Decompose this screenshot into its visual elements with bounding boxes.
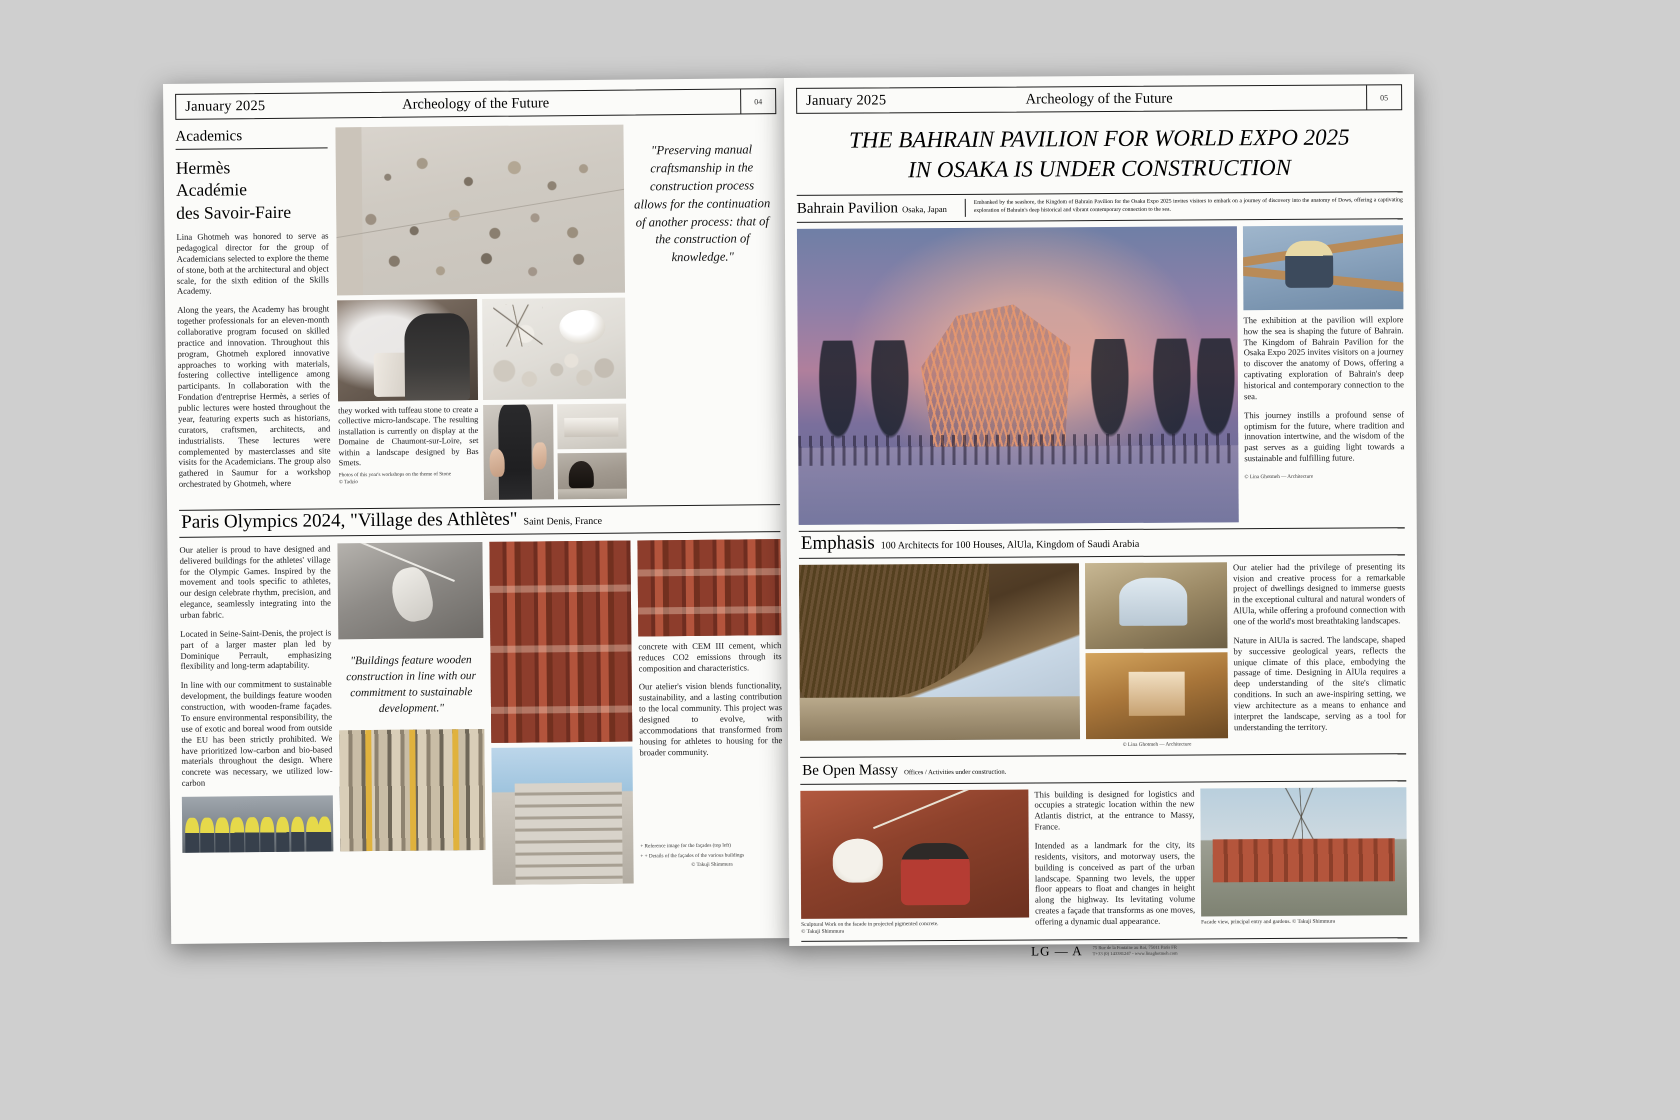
olympics-paragraph-1: Our atelier is proud to have designed and delivered buildings for the athletes' village for the Olympic Games. Inspired by the movement and tools specific to athletes, our design celebrate rhythm, precision, and elegance, seamlessly integrating into the urban fabric. [179,543,331,620]
massy-caption-left: Sculptural Work on the facade in projected pigmented concrete. © Takuji Shimmura [801,920,939,935]
folio-number: 05 [1366,85,1401,109]
massy-head-sub: Offices / Activities under construction. [904,768,1007,776]
masthead-title: Archeology of the Future [1025,90,1173,108]
photo-facade-red-top [637,539,781,636]
olympics-text-column [179,543,333,887]
olympics-paragraph-4: concrete with CEM III cement, which reduces CO2 emissions through its composition and characteristics. [638,639,782,674]
main-headline-line-2: IN OSAKA IS UNDER CONSTRUCTION [908,154,1292,183]
photo-alula-warm-interior [1086,652,1229,739]
olympics-paragraph-2: Located in Seine-Saint-Denis, the project is part of a larger master plan led by Dominique Perrault, emphasizing flexibility and long-term adaptability. [180,627,332,672]
photo-construction-team [182,795,333,852]
page-left [163,78,796,944]
bahrain-credit: © Lina Ghotmeh — Architecture [1244,473,1314,481]
olympics-middle-column [337,542,485,886]
emphasis-section-head [799,527,1405,559]
bahrain-paragraph-1: The exhibition at the pavilion will explore how the sea is shaping the future of Bahrain. The Kingdom of Bahrain Pavilion for the Osaka Expo 2025 invites visitors on a journey to discover the anatomy of Dows, offering a captivating exploration of Bahrain's deep historical and contemporary connection to the sea. [1243,314,1404,401]
main-headline-line-1: THE BAHRAIN PAVILION FOR WORLD EXPO 2025 [849,124,1350,153]
studio-address: 75 Rue de la Fontaine au Roi, 75011 Paris FR T+33 (0) 143381247 - www.linaghotmeh.com [1092,944,1178,957]
academics-text-column [175,127,331,502]
masthead-date: January 2025 [185,97,266,115]
photo-stone-cutting [337,299,478,401]
bahrain-head-title: Bahrain Pavilion [796,200,899,217]
photo-bahrain-pavilion-render [797,226,1239,525]
photo-massy-facade-garden [1200,787,1407,916]
emphasis-head-title: Emphasis [800,532,875,554]
emphasis-paragraph-1: Our atelier had the privilege of presenting its vision and creative process for a remarkable project of dwellings designed to immerse guests in the exceptional cultural and natural wonders of AlUla, while offering a profound connection with one of the world's most breathtaking landscapes. [1232,560,1406,627]
masthead-title: Archeology of the Future [402,94,550,113]
photo-building-tower [491,746,633,884]
emphasis-paragraph-2: Nature in AlUla is sacred. The landscape, shaped by successive geological years, reflects the unique climate of this place, embodying the passage of time. Designing in AlUla requires a deep understanding of the site's climatic conditions. In such an awe-inspiring setting, we view architecture as a means to enhance and interpret the landscape, serving as a tool for understanding the territory. [1233,634,1406,732]
masthead-right [796,84,1402,114]
academics-paragraph-1: Lina Ghotmeh was honored to serve as pedagogical director for the group of Academicians selected to explore the theme of stone, both at the architectural and object scale, for the sixth edition of the Skills Academy. [176,230,329,297]
olympics-head-title: Paris Olympics 2024, "Village des Athlètes" [181,508,518,533]
massy-section-head [800,753,1406,785]
bahrain-standfirst: Embanked by the seashore, the Kingdom of Bahrain Pavilion for the Osaka Expo 2025 invites visitors to embark on a journey of discovery into the anatomy of Dows, offering a captivating exploration of Bahrain's deep historical and vibrant contemporary connection to the sea. [973,197,1403,214]
photo-facade-detail-yellow [339,729,485,851]
academics-title: Hermès Académie des Savoir-Faire [175,157,292,223]
photo-workshop-table [482,298,626,400]
photo-massy-facade-work [800,789,1029,918]
studio-logo: LG — A [1031,943,1083,959]
article-olympics [179,539,783,888]
article-massy [800,787,1407,936]
page-footer [801,937,1407,961]
olympics-footnote-1: + Reference image for the façades (top left) [640,843,731,850]
massy-paragraph-2: Intended as a landmark for the city, its residents, visitors, and motorway users, the building is conceived as part of the urban landscape. Spanning two levels, the upper floor appears to float and changes in height along the highway. Its levitating volume creates a façade that transforms as one moves, offering a dynamic dual appearance. [1034,839,1196,927]
article-emphasis [799,561,1406,751]
masthead-left [175,88,776,120]
main-headline [796,122,1402,185]
academics-pullquote-column [631,123,775,498]
photo-stone-collection [335,125,625,296]
academics-kicker: Academics [175,127,327,149]
page-right [784,74,1419,959]
olympics-facade-column [489,540,633,884]
olympics-right-column [637,539,783,883]
olympics-section-head [179,504,780,538]
article-academics [175,123,780,503]
photo-alula-aperture [1085,562,1228,649]
academics-paragraph-continue: they worked with tuffeau stone to create a collective micro-landscape. The resulting installation is currently on display at the Domaine de Chaumont-sur-Loire, set within a landscape designed by Bas Smets. [338,404,479,468]
emphasis-head-sub: 100 Architects for 100 Houses, AlUla, Kingdom of Saudi Arabia [880,538,1140,552]
olympics-footnote-2: + + Details of the façades of the various buildings [640,851,745,859]
masthead-date: January 2025 [806,91,887,109]
olympics-head-sub: Saint Denis, France [523,515,603,528]
bahrain-head-sub: Osaka, Japan [902,203,947,215]
folio-number: 04 [740,89,775,113]
olympics-paragraph-3: In line with our commitment to sustainable development, the buildings feature wooden construction, with wooden-frame façades. To ensure environmental responsibility, the use of exotic and boreal wood from outside the EU has been strictly prohibited. We have prioritized low-carbon and bio-based materials throughout the design. Where concrete was necessary, we utilized low-carbon [180,678,333,788]
academics-paragraph-2: Along the years, the Academy has brought together professionals for an eleven-month collaborative program focused on skilled practice and innovation. Throughout this program, Ghotmeh explored innovative approaches to working with materials, fostering collective intelligence among participants. In collaboration with the Fondation d'entreprise Hermès, a series of public lectures were hosted throughout the year, featuring experts such as historians, curators, craftsmen, architects, and industrialists. These lectures were complemented by masterclasses and site visits for the Academicians. The group also gathered in Saumur for a workshop orchestrated by Ghotmeh, where [177,303,331,489]
massy-head-title: Be Open Massy [802,762,899,779]
photo-facade-red-large [489,540,632,742]
bahrain-section-head [797,196,1403,218]
photo-stone-bench [557,404,626,450]
photo-javelin-athlete [337,542,483,639]
photo-carpenter-timber [1243,225,1404,310]
olympics-paragraph-5: Our atelier's vision blends functionality, sustainability, and a lasting contribution to the local community. This project was designed to evolve, with accommodations that transformed from housing for athletes to housing for the broader community. [638,680,783,758]
photo-hands-clay [483,404,554,500]
olympics-footnote-3: © Takuji Shimmura [691,861,733,868]
massy-paragraph-1: This building is designed for logistics and occupies a strategic location within the new Atlantis district, at the entrance to Massy, France. [1034,788,1195,832]
photo-kiln-arch [558,453,627,500]
emphasis-credit: © Lina Ghotmeh — Architecture [1122,741,1192,748]
photo-alula-vault-interior [799,563,1080,741]
academics-photo-credit: Photos of this year's workshops on the theme of Stone © Tadzio [338,471,452,486]
article-bahrain [797,225,1405,525]
academics-pullquote: "Preserving manual craftsmanship in the construction process allows for the continuation of another process: that of the construction of knowledge." [634,142,771,265]
bahrain-paragraph-2: This journey instills a profound sense of optimism for the future, where tradition and innovation intertwine, and the wisdom of the past serves as a guiding light towards a sustainable and fulfilling future. [1244,408,1405,464]
massy-caption-right: Facade view, principal entry and gardens. © Takuji Shimmura [1201,918,1335,926]
olympics-pullquote: "Buildings feature wooden construction in line with our commitment to sustainable development." [346,653,477,716]
academics-photo-grid [335,125,627,502]
